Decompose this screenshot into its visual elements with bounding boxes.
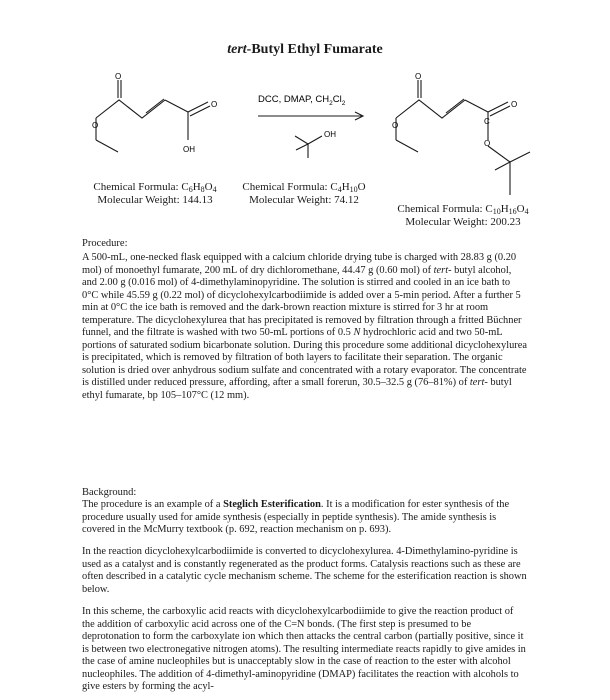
product-weight: Molecular Weight: 200.23 xyxy=(405,216,521,228)
procedure-text: A 500-mL, one-necked flask equipped with a calcium chloride drying tube is charged with 28.83 g (0.20 mol) of monoethyl fumarate, 200 mL of dry dichloromethane, 44.47 g (0.60 mol) of tert- butyl alcohol, and 2.00 g (0.016 mol) of 4-dimethylaminopyridine. The solution is stirred and cooled in an ice bath to 0°C while 45.59 g (0.22 mol) of dicyclohexylcarbodiimide is added over a 5-min period. After a further 5 min at 0°C the ice bath is removed and the dark-brown reaction mixture is stirred for 3 hr at room temperature. The dicyclohexylurea that has precipitated is removed by filtration through a fritted Büchner funnel, and the filtrate is washed with two 50-mL portions of 0.5 N hydrochloric acid and two 50-mL portions of saturated sodium bicarbonate solution. During this procedure some additional dicyclohexylurea is precipitated, which is removed by filtration of both layers to facilitate their separation. The organic solution is dried over anhydrous sodium sulfate and concentrated with a rotary evaporator. The concentrate is distilled under reduced pressure, affording, after a small forerun, 30.5–32.5 g (76–81%) of tert- butyl ethyl fumarate, bp 105–107°C (12 mm). xyxy=(82,252,527,401)
reactant2-info xyxy=(238,181,370,207)
right-o-low: O xyxy=(484,139,491,148)
right-o-right: O xyxy=(511,100,518,109)
background-heading: Background: xyxy=(82,487,137,498)
reaction-arrow-area xyxy=(240,88,380,168)
procedure-heading: Procedure: xyxy=(82,238,128,249)
right-o-top: O xyxy=(415,72,422,81)
left-o-top: O xyxy=(115,72,122,81)
reactant1-formula: Chemical Formula: $C_6H_8O_4$ xyxy=(93,181,217,194)
title-prefix: tert xyxy=(227,42,247,57)
left-oh: OH xyxy=(183,145,195,154)
product-formula: Chemical Formula: $C_{10}H_{16}O_4$ xyxy=(397,203,529,216)
product-info xyxy=(388,203,538,229)
page-title xyxy=(0,42,610,58)
product-structure xyxy=(380,70,550,200)
reagents-label: DCC, DMAP, $CH_2Cl_2$ xyxy=(258,94,346,107)
steglich-esterification: Steglich Esterification xyxy=(223,499,321,510)
reactant2-formula: Chemical Formula: $C_4H_{10}O$ xyxy=(242,181,366,194)
reactant1-info xyxy=(80,181,230,207)
alcohol-oh: OH xyxy=(324,130,336,139)
reactant2-weight: Molecular Weight: 74.12 xyxy=(249,194,359,206)
monoethyl-fumarate-structure xyxy=(80,70,250,170)
left-o-right: O xyxy=(211,100,218,109)
right-c-label: C xyxy=(484,117,490,126)
background-paragraph-1: The procedure is an example of a Steglich Esterification. It is a modification for ester synthesis of the procedure usually used for amide synthesis (especially in peptide synthesis). The amide synthesis is covered in the McMurry textbook (p. 692, reaction mechanism on p. 693). xyxy=(82,499,510,535)
background-paragraph-2: In the reaction dicyclohexylcarbodiimide is converted to dicyclohexylurea. 4-Dimethylamino-pyridine is used as a catalyst and is constantly regenerated as the product forms. Catalysis reactions such as these are often described in a catalytic cycle mechanism scheme. The scheme for the esterification reaction is shown below. xyxy=(82,546,527,595)
right-o-mid: O xyxy=(392,121,399,130)
background-paragraph-3: In this scheme, the carboxylic acid reacts with dicyclohexylcarbodiimide to give the reaction product of the addition of carboxylic acid across one of the C=N bonds. (The first step is presumed to be deprotonation to form the carboxylate ion which then attacks the central carbon (partially positive, since it is between two electronegative nitrogen atoms). The resulting intermediate reacts rapidly to give amides in the case of amine nucleophiles but is unacceptably slow in the case of reaction to the ester with alcohol nucleophiles. The addition of 4-dimethyl-aminopyridine (DMAP) facilitates the reaction with alcohols to give esters by forming the acyl- xyxy=(82,606,526,692)
title-rest: -Butyl Ethyl Fumarate xyxy=(246,42,383,57)
left-o-mid: O xyxy=(92,121,99,130)
reactant1-weight: Molecular Weight: 144.13 xyxy=(97,194,213,206)
